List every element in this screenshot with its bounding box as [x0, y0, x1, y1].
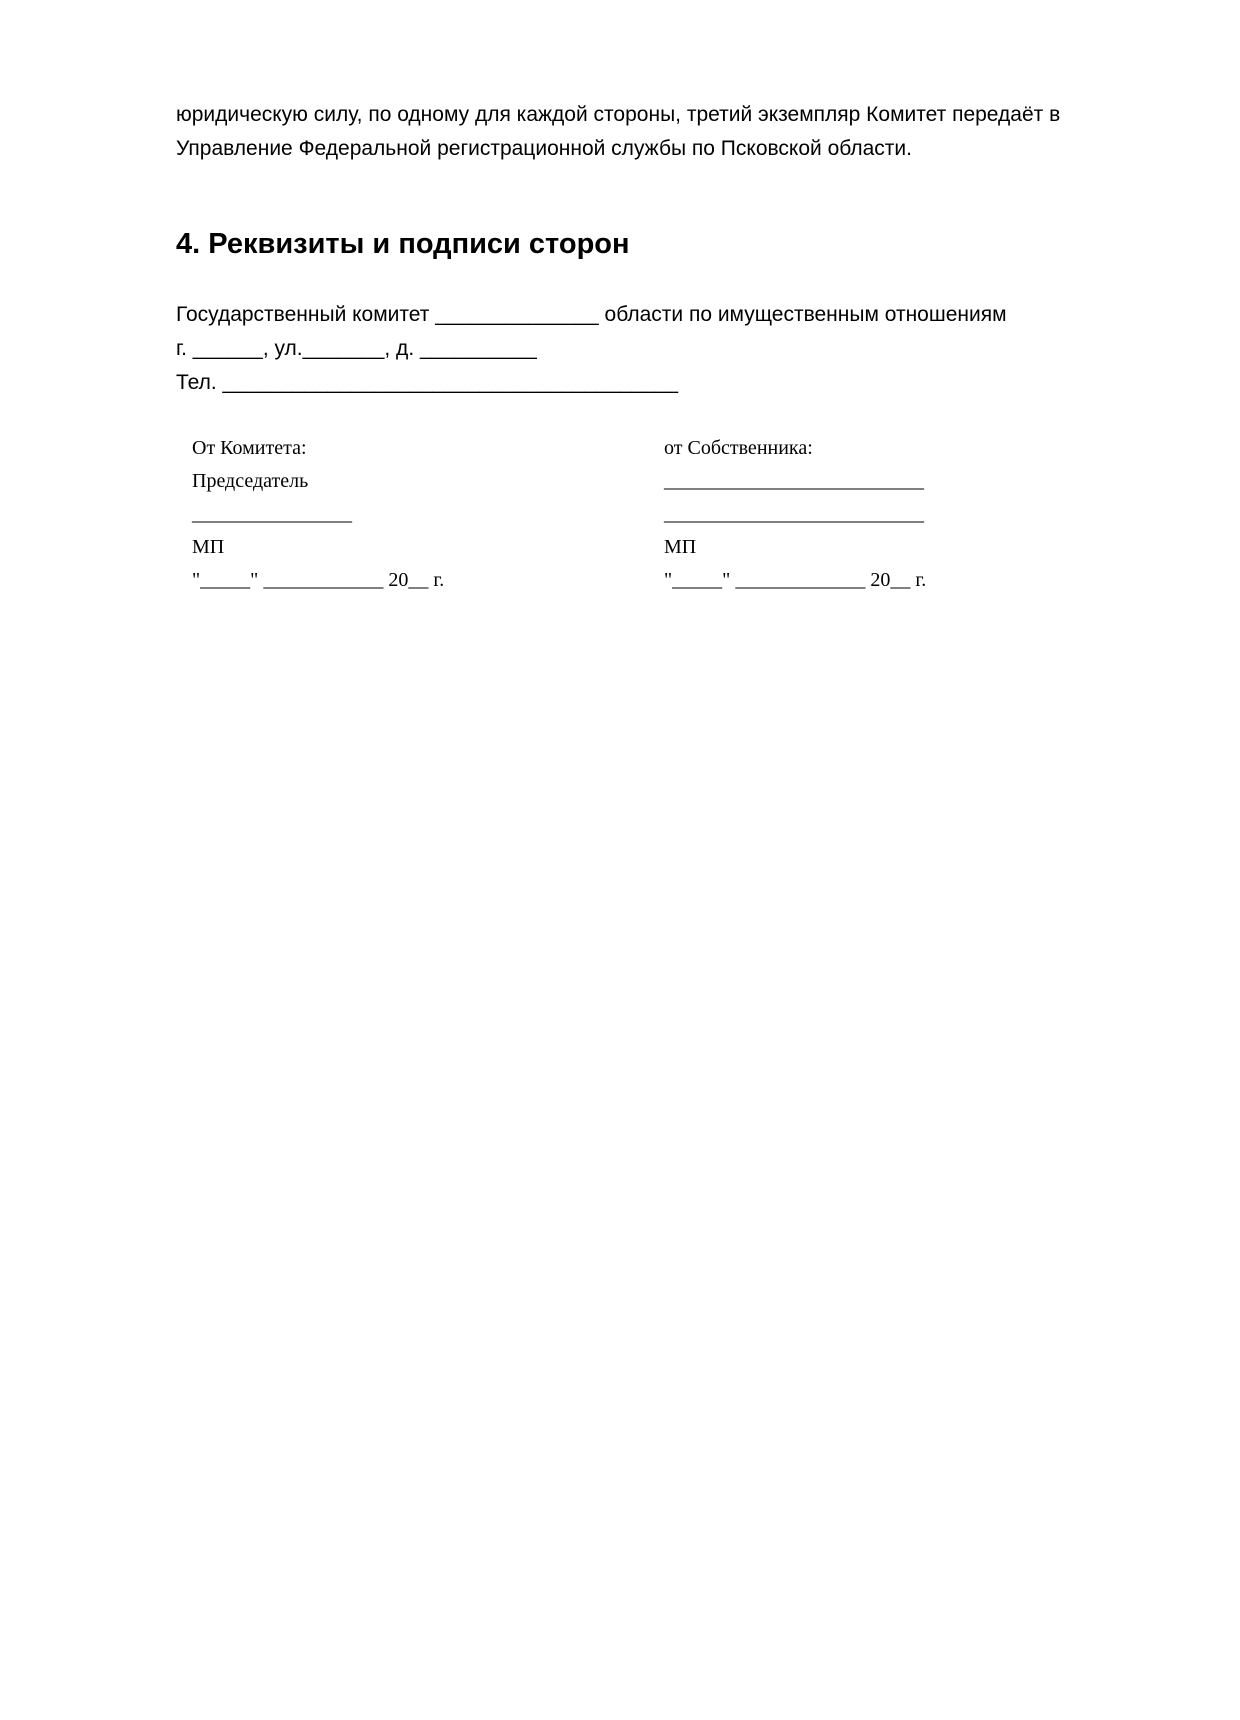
owner-title: от Собственника:: [664, 437, 813, 459]
intro-paragraph: [176, 98, 1136, 166]
owner-date-line: "_____" _____________ 20__ г.: [664, 569, 927, 591]
intro-line-1: юридическую силу, по одному для каждой стороны, третий экземпляр Комитет передаёт в: [176, 103, 1061, 126]
committee-date-line: "_____" ____________ 20__ г.: [192, 569, 445, 591]
committee-signature-block: [192, 432, 444, 597]
owner-signature-block: [664, 432, 926, 597]
committee-position: Председатель: [192, 470, 309, 492]
phone-line: Тел. _______________________________________: [176, 371, 679, 394]
owner-signature-line-2: __________________________: [664, 503, 924, 525]
owner-stamp-label: МП: [664, 536, 697, 558]
committee-signature-line: ________________: [192, 503, 352, 525]
address-line: г. ______, ул._______, д. __________: [176, 337, 537, 360]
committee-stamp-label: МП: [192, 536, 225, 558]
committee-title: От Комитета:: [192, 437, 307, 459]
committee-name-line: Государственный комитет ______________ области по имущественным отношениям: [176, 303, 1007, 326]
intro-line-2: Управление Федеральной регистрационной службы по Псковской области.: [176, 137, 912, 160]
section-heading: 4. Реквизиты и подписи сторон: [176, 228, 630, 260]
owner-signature-line-1: __________________________: [664, 470, 924, 492]
committee-requisites: [176, 298, 1007, 400]
